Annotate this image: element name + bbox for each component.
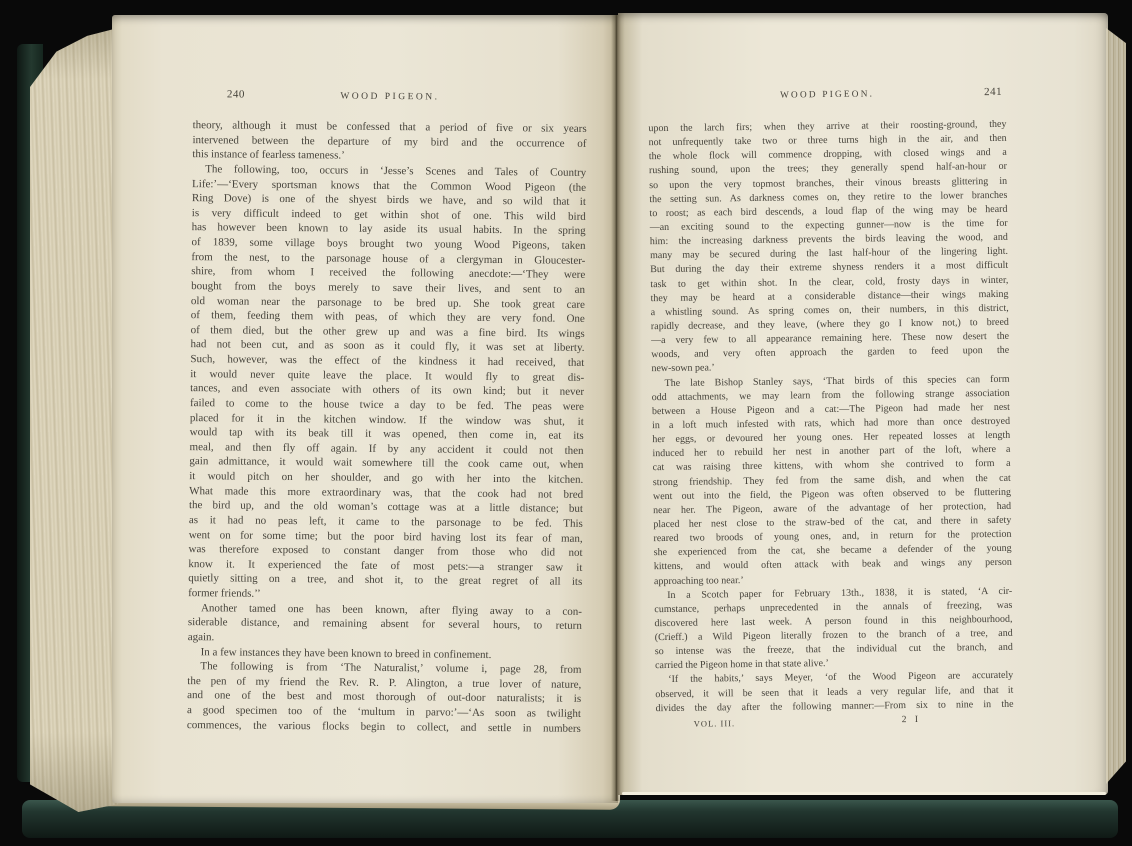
text-line: placed for it in the kitchen window. If the window was shut, it [189, 411, 584, 428]
right-page-footer [656, 713, 1014, 735]
text-line: so intense was the freeze, that the individual cut the branch, and [654, 641, 1013, 658]
text-line: had not been cut, and as soon as it could fly, it was set at liberty. [190, 338, 585, 355]
text-line: went on for some time; but the poor bird having lost its fear of man, [188, 528, 583, 545]
text-line: her eggs, or devoured her young ones. Her repeated losses at length [652, 429, 1011, 446]
text-line: a whistling sound. As spring comes on, their numbers, in this district, [650, 302, 1009, 318]
text-line: placed her nest close to the straw-bed of the cat, and there in safety [653, 514, 1012, 531]
gutter-crease [611, 15, 621, 801]
text-line: The following is from ‘The Naturalist,’ volume i, page 28, from [200, 660, 582, 676]
text-line: so upon the very topmost branches, their vinous breasts glittering in [649, 175, 1008, 191]
text-line: gain admittance, it would wait somewhere till the cook came out, when [189, 455, 584, 472]
text-line: ‘If the habits,’ says Meyer, ‘of the Wood Pigeon are accurately [668, 670, 1014, 686]
volume-label: VOL. III. [693, 718, 736, 729]
left-page-edge-stack [30, 24, 118, 812]
right-lines [648, 118, 1013, 716]
text-line: not unfrequently take two or three turns high in the air, and then [648, 132, 1007, 149]
text-line: bought from the boys merely to save their lives, and sent to an [191, 279, 586, 296]
left-running-header: WOOD PIGEON. [340, 91, 440, 103]
text-line: woods, and very often approach the garden to feed upon the [651, 345, 1010, 361]
text-line: rapidly decrease, and they leave, (where they go I know not,) to breed [650, 316, 1009, 333]
text-line: the pen of my friend the Rev. R. P. Alington, a true lover of nature, [187, 674, 582, 691]
text-line: —an exciting sound to the expecting gunner—now is the time for [649, 217, 1008, 234]
text-line: him: the increasing darkness prevents the birds leaving the wood, and [649, 231, 1008, 248]
text-line: siderable distance, and remaining absent for several hours, to return [187, 616, 582, 633]
text-line: Life:’—‘Every sportsman knows that the Common Wood Pigeon (the [192, 177, 587, 194]
text-line: tances, and even associate with others of its own kind; but it never [190, 382, 585, 399]
text-line: intervened between the departure of my bird and the occurrence of [192, 133, 587, 150]
text-line: carried the Pigeon home in that state alive.’ [654, 658, 829, 672]
text-line: In a Scotch paper for February 13th., 1838, it is stated, ‘A cir- [667, 585, 1013, 601]
text-line: near her. The Pigeon, aware of the advantage of her protection, had [653, 500, 1012, 516]
text-line: many may be secured during the last half-hour of the lingering light. [649, 246, 1009, 262]
signature-mark: 2 I [901, 714, 922, 726]
text-line: failed to come to the house twice a day to be fed. The peas were [189, 396, 585, 413]
text-line: of 1839, some village boys brought two young Wood Pigeons, taken [191, 236, 586, 252]
text-line: The late Bishop Stanley says, ‘That birds of this species can form [664, 373, 1010, 389]
text-line: old woman near the parsonage to be bred up. She took great care [190, 294, 586, 311]
text-line: What made this more extraordinary was, that the cook had not bred [189, 484, 584, 501]
text-line: a good specimen too of the ‘multum in parvo:’—‘As soon as twilight [186, 704, 582, 720]
text-line: she experienced from the cat, she became a defender of the young [653, 542, 1012, 559]
text-line: task to get within shot. In the clear, cold, frosty days in winter, [650, 274, 1009, 290]
text-line: discovered here last week. A person found in this neighbourhood, [654, 613, 1013, 630]
text-line: of them, feeding them with peas, of which they are very fond. One [190, 309, 585, 326]
text-line: Such, however, was the effect of the kindness it had received, that [190, 353, 585, 369]
text-line: —a very few to all appearance remaining here. These now desert the [651, 330, 1010, 347]
text-line: from the nest, to the parsonage house of a clergyman in Gloucester- [191, 250, 586, 267]
text-line: know it. It experienced the fate of most pets:—a stranger saw it [188, 557, 583, 574]
left-page-header [193, 88, 587, 122]
text-line: between a House Pigeon and a cat:—The Pigeon had made her nest [651, 401, 1010, 417]
text-line: they may be heard at a considerable distance—their wings making [650, 288, 1009, 304]
text-line: the bird up, and the old woman’s cottage was at a little distance; but [188, 499, 584, 516]
text-line: In a few instances they have been known to breed in confinement. [200, 645, 492, 661]
text-line: would tap with its beak till it was opened, then come in, eat its [189, 426, 584, 442]
text-line: cat was raising three kittens, with whom she contrived to form a [652, 458, 1011, 474]
text-line: induced her to rebuild her nest in another part of the loft, where a [652, 444, 1011, 460]
text-line: is very difficult indeed to get within shot of one. This wild bird [191, 206, 586, 223]
text-line: quietly sitting on a tree, and shot it, to the great regret of all its [188, 572, 583, 589]
right-running-header: WOOD PIGEON. [779, 89, 875, 101]
text-line: as it had no peas left, it came to the parsonage to be fed. This [188, 513, 583, 530]
left-page-content [187, 88, 587, 736]
text-line: it would never quite leave the place. It would fly to great dis- [190, 367, 585, 384]
text-line: cumstance, perhaps unprecedented in the annals of freezing, was [654, 599, 1013, 615]
left-lines [187, 118, 587, 736]
text-line: new-sown pea.’ [651, 362, 715, 375]
right-page-number: 241 [983, 85, 1003, 99]
text-line: Another tamed one has been known, after flying away to a con- [200, 601, 583, 618]
text-line: former friends.’’ [188, 587, 261, 600]
text-line: this instance of fearless tameness.’ [192, 148, 345, 162]
left-page-number: 240 [226, 88, 246, 101]
text-line: has however been known to lay aside its usual habits. In the spring [191, 221, 586, 238]
text-line: The following, too, occurs in ‘Jesse’s Scenes and Tales of Country [205, 163, 587, 179]
right-page-edge-stack [1106, 28, 1126, 784]
text-line: (Crieff.) a Wild Pigeon literally frozen to the branch of a tree, and [654, 627, 1013, 644]
text-line: the setting sun. As darkness comes on, they retire to the lower branches [649, 189, 1008, 205]
text-line: to roost; as each bird descends, a loud flap of the wing may be heard [649, 203, 1008, 220]
right-page [618, 13, 1108, 795]
left-page [112, 15, 618, 803]
text-line: odd attachments, we may learn from the following strange association [651, 387, 1010, 403]
right-page-header [648, 86, 1006, 122]
text-line: rushing sound, upon the trees; they generally spend half-an-hour or [648, 161, 1008, 177]
text-line: observed, it will be seen that it leads a very regular life, and that it [655, 684, 1014, 700]
text-line: again. [187, 630, 215, 644]
text-line: meal, and then fly off again. If by any accident it could not then [189, 440, 584, 457]
text-line: But during the day their extreme shyness renders it a most difficult [650, 260, 1009, 276]
text-line: shire, from whom I received the following anecdote:—‘They were [191, 265, 586, 282]
text-line: theory, although it must be confessed that a period of five or six years [192, 119, 587, 135]
text-line: and one of the best and most thorough of out-door naturalists; it is [187, 689, 582, 706]
text-line: reared two broods of young ones, and, in return for the protection [653, 528, 1012, 545]
text-line: in a loft much infested with rats, which had more than once destroyed [652, 415, 1011, 432]
right-page-content [648, 86, 1014, 735]
text-line: went out into the field, the Pigeon was often observed to be fluttering [652, 486, 1012, 502]
text-line: Ring Dove) is one of the shyest birds we have, and so wild that it [191, 192, 586, 209]
text-line: it would pitch on her shoulder, and go with her into the kitchen. [189, 470, 584, 486]
text-line: kittens, and would often attack with beak and wings any person [653, 557, 1012, 573]
text-line: the whole flock will commence dropping, with closed wings and a [648, 147, 1007, 163]
text-line: commences, the various flocks begin to collect, and settle in numbers [186, 718, 581, 735]
text-line: strong friendship. They fed from the same dish, and when the cat [652, 472, 1011, 488]
text-line: upon the larch firs; when they arrive at their roosting-ground, they [648, 118, 1007, 135]
text-line: divides the day after the following manner:—From six to nine in the [655, 698, 1014, 714]
text-line: was therefore exposed to constant danger from those who did not [188, 543, 583, 559]
text-line: of them died, but the other grew up and was a fine bird. Its wings [190, 323, 585, 340]
text-line: approaching too near.’ [653, 574, 744, 587]
